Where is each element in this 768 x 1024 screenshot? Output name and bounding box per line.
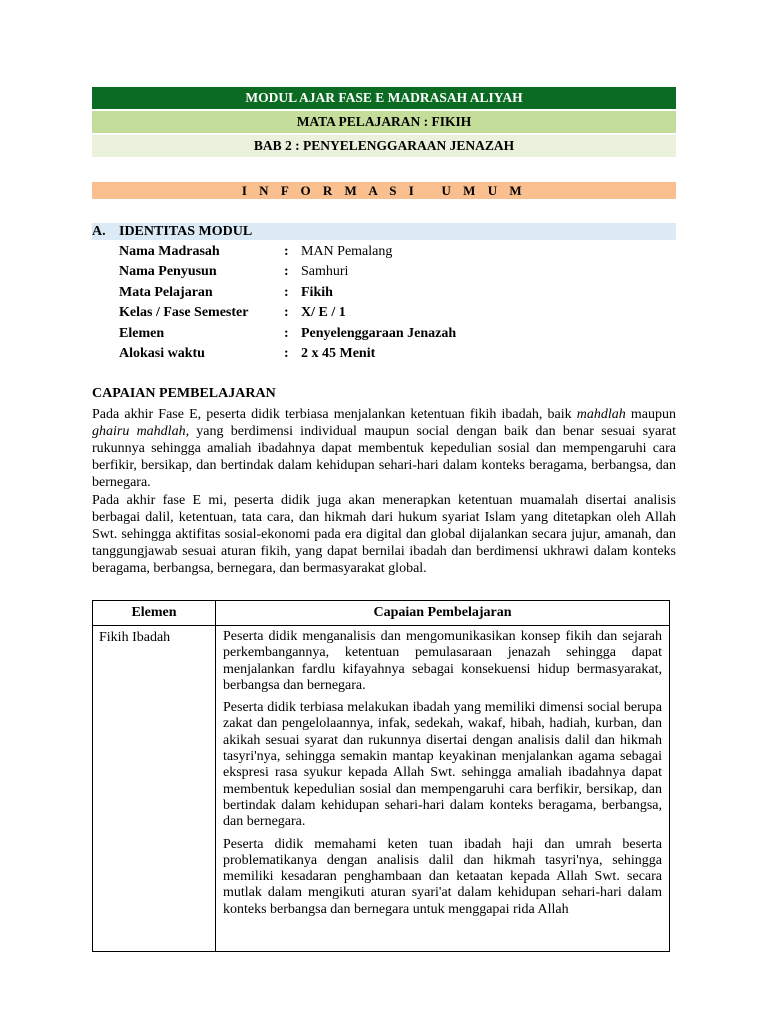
column-header-outcome: Capaian Pembelajaran	[216, 601, 670, 626]
element-cell: Fikih Ibadah	[93, 626, 216, 952]
subject-title: MATA PELAJARAN : FIKIH	[92, 111, 676, 133]
identity-label: Nama Penyusun	[119, 264, 217, 279]
learning-outcomes-table	[92, 600, 670, 952]
identity-title: IDENTITAS MODUL	[119, 224, 253, 239]
learning-outcomes-paragraph-1	[92, 406, 676, 491]
italic-term: ghairu mahdlah,	[92, 424, 190, 439]
identity-value: MAN Pemalang	[301, 244, 393, 259]
table-row	[93, 626, 670, 952]
italic-term: mahdlah	[576, 407, 626, 422]
identity-row	[119, 283, 679, 303]
text-run: Pada akhir Fase E, peserta didik terbiasa menjalankan ketentuan fikih ibadah, baik	[92, 407, 577, 422]
learning-outcomes-heading: CAPAIAN PEMBELAJARAN	[92, 386, 276, 401]
colon: :	[284, 264, 289, 279]
outcome-item: Peserta didik memahami keten tuan ibadah haji dan umrah beserta problematikanya dengan analisis dalil dan hikmah tasyri'nya, sehingga memiliki kesadaran penghambaan dan ketaatan kepada Allah Swt. secara mutlak dalam mengikuti aturan syari'at dalam kehidupan sehari-hari dalam konteks berbangsa dan bernegara untuk menggapai rida Allah	[223, 836, 662, 917]
identity-value: 2 x 45 Menit	[301, 346, 376, 361]
identity-label: Nama Madrasah	[119, 244, 220, 259]
table-header-row	[93, 601, 670, 626]
text-run: yang berdimensi individual maupun social dengan baik dan benar sesuai syarat rukunnya sehingga amaliah ibadahnya dapat membentuk kepedulian sosial dan mempengaruhi cara berfikir, bersikap, dan bertindak dalam kehidupan sehari-hari dalam konteks beragama, berbangsa, dan bernegara.	[92, 424, 676, 490]
identity-letter: A.	[92, 224, 106, 239]
outcome-item: Peserta didik terbiasa melakukan ibadah yang memiliki dimensi social berupa zakat dan pengelolaannya, infak, sedekah, wakaf, hibah, hadiah, kurban, dan akikah sesuai syarat dan rukunnya disertai dengan analisis dalil dan hikmah tasyri'nya, sehingga semakin mantap keyakinan menjalankan agama sebagai ekspresi rasa syukur kepada Allah Swt. sehingga amaliah ibadahnya dapat membentuk kepedulian sosial dan mempengaruhi cara berfikir, bersikap, dan bertindak dalam kehidupan sehari-hari dalam konteks beragama, berbangsa, dan bernegara.	[223, 700, 662, 830]
colon: :	[284, 326, 289, 341]
identity-label: Mata Pelajaran	[119, 285, 213, 300]
learning-outcomes-paragraph-2: Pada akhir fase E mi, peserta didik juga akan menerapkan ketentuan muamalah disertai analisis berbagai dalil, ketentuan, tata cara, dan hikmah dari hukum syariat Islam yang ditetapkan oleh Allah Swt. sehingga aktifitas sosial-ekonomi pada era digital dan global dijalankan secara jujur, amanah, dan tanggungjawab sesuai aturan fikih, yang dapat bernilai ibadah dan berdimensi ukhrawi dalam konteks beragama, berbangsa, bernegara, dan bermasyarakat global.	[92, 493, 676, 576]
identity-value: Fikih	[301, 285, 333, 300]
identity-value: X/ E / 1	[301, 305, 346, 320]
identity-row	[119, 242, 679, 262]
section-general-info: I N F O R M A S I U M U M	[92, 182, 676, 199]
colon: :	[284, 285, 289, 300]
colon: :	[284, 346, 289, 361]
identity-row	[119, 324, 679, 344]
colon: :	[284, 244, 289, 259]
outcome-item: Peserta didik menganalisis dan mengomunikasikan konsep fikih dan sejarah perkembangannya, ketentuan pemulasaraan jenazah sehingga dapat menjalankan fardlu kifayahnya sebagai konsekuensi hidup bermasyarakat, berbangsa dan bernegara.	[223, 629, 662, 693]
identity-row	[119, 344, 679, 364]
identity-value: Samhuri	[301, 264, 349, 279]
outcome-cell	[216, 626, 670, 952]
identity-row	[119, 262, 679, 282]
identity-label: Alokasi waktu	[119, 346, 205, 361]
module-title: MODUL AJAR FASE E MADRASAH ALIYAH	[92, 87, 676, 109]
identity-heading	[92, 223, 676, 240]
identity-row	[119, 303, 679, 323]
text-run: maupun	[625, 407, 677, 422]
identity-value: Penyelenggaraan Jenazah	[301, 326, 457, 341]
identity-label: Elemen	[119, 326, 165, 341]
column-header-element: Elemen	[93, 601, 216, 626]
outcome-content	[223, 629, 662, 951]
chapter-title: BAB 2 : PENYELENGGARAAN JENAZAH	[92, 135, 676, 157]
identity-label: Kelas / Fase Semester	[119, 305, 249, 320]
colon: :	[284, 305, 289, 320]
